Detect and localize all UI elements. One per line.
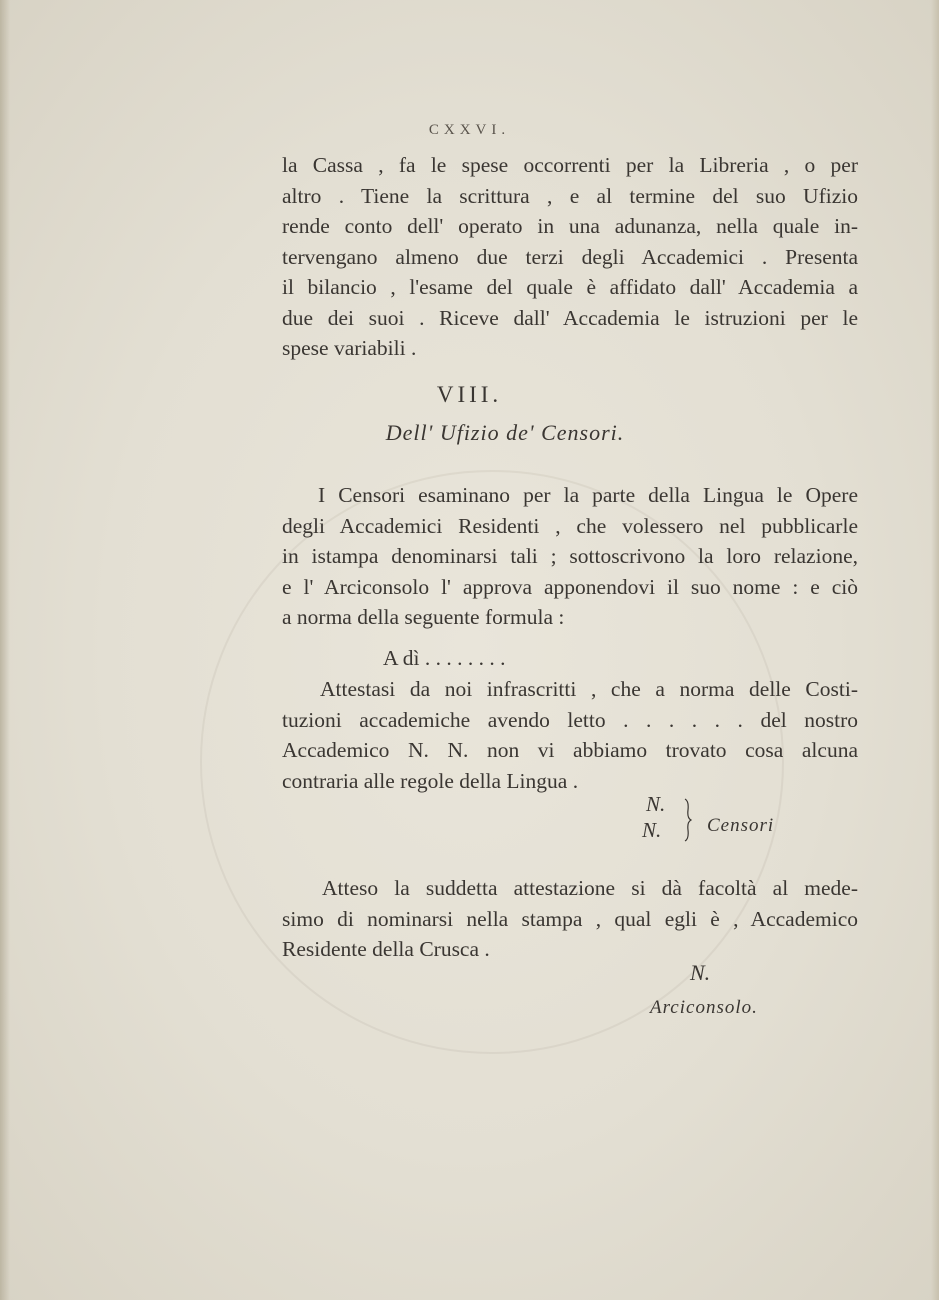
text-line: a norma della seguente formula : <box>282 605 565 629</box>
censori-label: Censori <box>707 815 775 836</box>
paragraph-cassa <box>282 150 858 364</box>
final-signature-n: N. <box>690 960 711 985</box>
text-line: altro . Tiene la scrittura , e al termine del suo Ufizio <box>282 183 858 208</box>
page-edge-left <box>0 0 10 1300</box>
text-line: tuzioni accademiche avendo letto . . . . . . del nostro <box>282 707 858 732</box>
signature-n-second: N. <box>642 818 662 842</box>
text-line: due dei suoi . Riceve dall' Accademia le istruzioni per le <box>282 305 858 330</box>
text-line: spese variabili . <box>282 336 417 360</box>
signature-n-first: N. <box>646 792 666 816</box>
text-line: e l' Arciconsolo l' approva apponendovi il suo nome : e ciò <box>282 574 858 599</box>
text-line: Accademico N. N. non vi abbiamo trovato cosa alcuna <box>282 738 858 762</box>
section-number: VIII. <box>436 382 503 407</box>
text-line: in istampa denominarsi tali ; sottoscrivono la loro relazione, <box>282 544 858 568</box>
text-line: I Censori esaminano per la parte della Lingua le Opere <box>318 483 858 507</box>
text-line: la Cassa , fa le spese occorrenti per la Libreria , o per <box>282 153 858 177</box>
paragraph-attestation <box>282 674 858 796</box>
text-line: tervengano almeno due terzi degli Accademici . Presenta <box>282 244 858 269</box>
text-line: contraria alle regole della Lingua . <box>282 768 579 793</box>
paragraph-censori <box>282 480 858 633</box>
text-line: Residente della Crusca . <box>282 937 490 961</box>
final-signature-role: Arciconsolo. <box>650 997 758 1018</box>
censori-signature-block <box>640 792 840 852</box>
text-line: rende conto dell' operato in una adunanza, nella quale in- <box>282 214 858 238</box>
text-line: il bilancio , l'esame del quale è affidato dall' Accademia a <box>282 275 858 299</box>
text-line: degli Accademici Residenti , che volessero nel pubblicarle <box>282 513 858 538</box>
text-line: Atteso la suddetta attestazione si dà facoltà al mede- <box>322 876 858 900</box>
brace-icon <box>684 798 692 842</box>
text-line: Attestasi da noi infrascritti , che a norma delle Costi- <box>320 677 858 701</box>
text-line: simo di nominarsi nella stampa , qual egli è , Accademico <box>282 906 858 931</box>
date-line: A dì . . . . . . . . <box>383 646 506 670</box>
section-title: Dell' Ufizio de' Censori. <box>385 420 625 445</box>
paragraph-facolta <box>282 873 858 965</box>
page-edge-right <box>931 0 939 1300</box>
page-number: CXXVI. <box>428 122 511 138</box>
